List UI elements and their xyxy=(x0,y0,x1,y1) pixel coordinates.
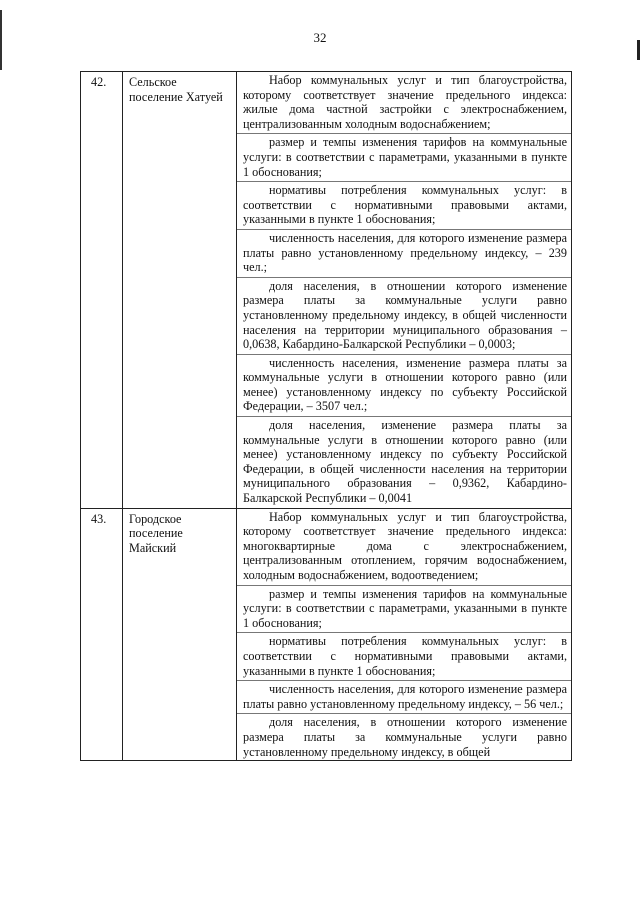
detail-paragraph: Набор коммунальных услуг и тип благоустройства, которому соответствует значение предельного индекса: многоквартирные дома с электроснабжением, централизованным отоплением, горячим водоснабжением, холодным водоснабжением, водоотведением; xyxy=(237,509,571,586)
table-row xyxy=(81,72,572,509)
row-number: 42. xyxy=(81,72,123,509)
page-number: 32 xyxy=(313,30,327,45)
settlement-name: Сельское поселение Хатуей xyxy=(123,72,237,509)
detail-paragraph: размер и темпы изменения тарифов на коммунальные услуги: в соответствии с параметрами, указанными в пункте 1 обоснования; xyxy=(237,134,571,182)
detail-paragraph: нормативы потребления коммунальных услуг: в соответствии с нормативными правовыми актами, указанными в пункте 1 обоснования; xyxy=(237,633,571,681)
settlement-details xyxy=(237,508,572,761)
detail-paragraph: нормативы потребления коммунальных услуг: в соответствии с нормативными правовыми актами, указанными в пункте 1 обоснования; xyxy=(237,182,571,230)
settlement-details xyxy=(237,72,572,509)
detail-paragraph: численность населения, изменение размера платы за коммунальные услуги в отношении которого равно (или менее) установленному индексу по субъекту Российской Федерации, – 3507 чел.; xyxy=(237,355,571,417)
detail-paragraph: доля населения, изменение размера платы за коммунальные услуги в отношении которого равно (или менее) установленному индексу по субъекту Российской Федерации, в общей численности населения на территории муниципального образования – 0,9362, Кабардино-Балкарской Республики – 0,0041 xyxy=(243,418,567,506)
detail-paragraph: размер и темпы изменения тарифов на коммунальные услуги: в соответствии с параметрами, указанными в пункте 1 обоснования; xyxy=(237,586,571,634)
detail-paragraph: численность населения, для которого изменение размера платы равно установленному предельному индексу, – 239 чел.; xyxy=(237,230,571,278)
settlements-table xyxy=(80,71,572,761)
detail-paragraph: доля населения, в отношении которого изменение размера платы за коммунальные услуги равно установленному предельному индексу, в общей численности населения на территории муниципального образования – 0,0638, Кабардино-Балкарской Республики – 0,0003; xyxy=(237,278,571,355)
detail-paragraph: Набор коммунальных услуг и тип благоустройства, которому соответствует значение предельного индекса: жилые дома частной застройки с электроснабжением, централизованным холодным водоснабжением; xyxy=(237,72,571,134)
row-number: 43. xyxy=(81,508,123,761)
table-row xyxy=(81,508,572,761)
settlement-name: Городское поселение Майский xyxy=(123,508,237,761)
detail-paragraph: доля населения, в отношении которого изменение размера платы за коммунальные услуги равно установленному предельному индексу, в общей xyxy=(243,715,567,759)
detail-paragraph: численность населения, для которого изменение размера платы равно установленному предельному индексу, – 56 чел.; xyxy=(237,681,571,714)
